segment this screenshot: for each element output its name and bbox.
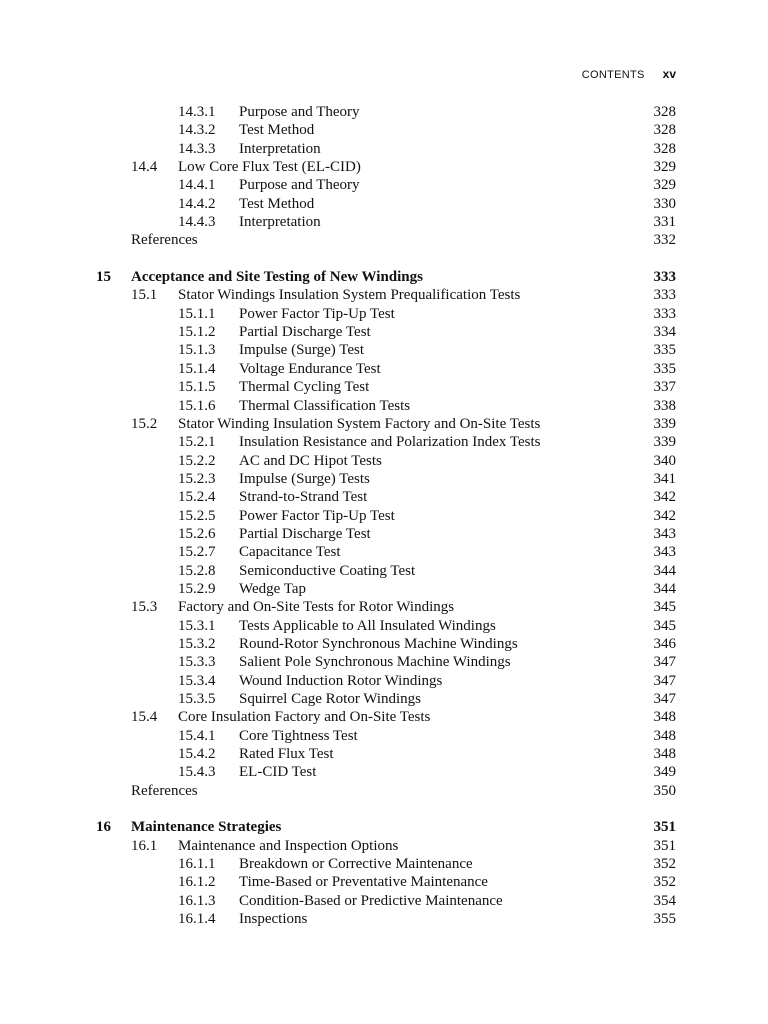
toc-entry-page: 333 bbox=[653, 287, 676, 304]
toc-entry-chapter[interactable] bbox=[0, 268, 768, 286]
toc-entry-subsection[interactable] bbox=[0, 543, 768, 561]
toc-entry-title: Interpretation bbox=[239, 214, 321, 231]
toc-entry-page: 338 bbox=[653, 397, 676, 414]
toc-entry-page: 328 bbox=[653, 140, 676, 157]
toc-entry-subsection[interactable] bbox=[0, 140, 768, 158]
toc-entry-title: Impulse (Surge) Tests bbox=[239, 470, 370, 487]
toc-entry-number: 15.4.3 bbox=[178, 764, 216, 781]
toc-entry-number: 15.2.2 bbox=[178, 452, 216, 469]
toc-entry-title: Wound Induction Rotor Windings bbox=[239, 672, 443, 689]
toc-entry-title: Partial Discharge Test bbox=[239, 525, 371, 542]
toc-entry-page: 343 bbox=[653, 544, 676, 561]
toc-entry-number: 14.3.3 bbox=[178, 140, 216, 157]
toc-entry-title: Acceptance and Site Testing of New Windings bbox=[131, 269, 423, 286]
toc-entry-page: 335 bbox=[653, 342, 676, 359]
toc-entry-page: 330 bbox=[653, 195, 676, 212]
toc-entry-number: 15.2.5 bbox=[178, 507, 216, 524]
toc-entry-title: Strand-to-Strand Test bbox=[239, 489, 368, 506]
toc-entry-title: Squirrel Cage Rotor Windings bbox=[239, 691, 422, 707]
toc-entry-subsection[interactable] bbox=[0, 855, 768, 873]
toc-entry-page: 339 bbox=[653, 415, 676, 432]
toc-entry-subsection[interactable] bbox=[0, 195, 768, 213]
toc-entry-number: 15.1.5 bbox=[178, 379, 216, 396]
toc-entry-page: 351 bbox=[653, 819, 676, 836]
toc-entry-subsection[interactable] bbox=[0, 323, 768, 341]
toc-entry-page: 333 bbox=[653, 269, 676, 286]
toc-entry-title: Purpose and Theory bbox=[239, 104, 360, 120]
toc-entry-page: 352 bbox=[653, 856, 676, 873]
toc-entry-page: 349 bbox=[653, 764, 676, 781]
toc-entry-page: 348 bbox=[653, 746, 676, 763]
toc-entry-section[interactable] bbox=[0, 286, 768, 304]
toc-entry-number: 15.2.4 bbox=[178, 489, 216, 506]
toc-entry-number: 16.1.4 bbox=[178, 911, 216, 928]
toc-entry-page: 345 bbox=[653, 599, 676, 616]
toc-entry-refs[interactable] bbox=[0, 231, 768, 249]
toc-entry-number: 15.3 bbox=[131, 599, 158, 616]
toc-entry-number: 15.1 bbox=[131, 287, 158, 304]
toc-entry-number: 15.3.3 bbox=[178, 654, 216, 671]
toc-entry-page: 350 bbox=[653, 782, 676, 799]
toc-entry-number: 16 bbox=[96, 819, 111, 836]
toc-entry-number: 15.4 bbox=[131, 709, 158, 726]
toc-entry-title: Core Insulation Factory and On-Site Tests bbox=[178, 709, 431, 726]
toc-entry-subsection[interactable] bbox=[0, 121, 768, 139]
toc-entry-number: 14.3.2 bbox=[178, 122, 216, 139]
toc-entry-page: 345 bbox=[653, 617, 676, 634]
toc-entry-subsection[interactable] bbox=[0, 433, 768, 451]
toc-entry-page: 341 bbox=[653, 470, 676, 487]
toc-entry-title: Partial Discharge Test bbox=[239, 324, 371, 341]
toc-entry-number: 15.2 bbox=[131, 415, 158, 432]
toc-entry-title: Tests Applicable to All Insulated Windings bbox=[239, 617, 496, 634]
toc-entry-title: Stator Winding Insulation System Factory and On-Site Tests bbox=[178, 415, 541, 432]
toc-entry-number: 15.2.3 bbox=[178, 470, 216, 487]
toc-entry-subsection[interactable] bbox=[0, 617, 768, 635]
toc-entry-title: EL-CID Test bbox=[239, 764, 317, 781]
toc-entry-subsection[interactable] bbox=[0, 341, 768, 359]
toc-entry-subsection[interactable] bbox=[0, 763, 768, 781]
toc-entry-section[interactable] bbox=[0, 837, 768, 855]
toc-entry-page: 347 bbox=[653, 691, 676, 707]
toc-entry-title: Impulse (Surge) Test bbox=[239, 342, 365, 359]
toc-entry-title: Factory and On-Site Tests for Rotor Windings bbox=[178, 599, 455, 616]
toc-entry-subsection[interactable] bbox=[0, 507, 768, 525]
toc-entry-section[interactable] bbox=[0, 415, 768, 433]
toc-entry-section[interactable] bbox=[0, 598, 768, 616]
toc-entry-title: Wedge Tap bbox=[239, 580, 307, 597]
toc-entry-number: 15.3.1 bbox=[178, 617, 216, 634]
toc-entry-title: AC and DC Hipot Tests bbox=[239, 452, 382, 469]
toc-entry-number: 14.4.3 bbox=[178, 214, 216, 231]
toc-entry-number: 15.1.1 bbox=[178, 305, 216, 322]
toc-entry-page: 334 bbox=[653, 324, 676, 341]
page-header bbox=[582, 67, 676, 85]
toc-entry-title: Stator Windings Insulation System Prequalification Tests bbox=[178, 287, 521, 304]
toc-entry-subsection[interactable] bbox=[0, 580, 768, 598]
toc-entry-number: 16.1.1 bbox=[178, 856, 216, 873]
toc-entry-page: 342 bbox=[653, 489, 676, 506]
toc-entry-number: 15.1.3 bbox=[178, 342, 216, 359]
toc-entry-number: 15.3.5 bbox=[178, 691, 216, 707]
toc-entry-page: 329 bbox=[653, 159, 676, 176]
toc-entry-number: 15.2.9 bbox=[178, 580, 216, 597]
toc-entry-page: 346 bbox=[653, 635, 676, 652]
toc-entry-subsection[interactable] bbox=[0, 562, 768, 580]
toc-entry-page: 355 bbox=[653, 911, 676, 928]
toc-entry-title: Test Method bbox=[239, 122, 315, 139]
toc-entry-subsection[interactable] bbox=[0, 690, 768, 708]
toc-entry-page: 352 bbox=[653, 874, 676, 891]
toc-entry-page: 342 bbox=[653, 507, 676, 524]
toc-entry-page: 343 bbox=[653, 525, 676, 542]
toc-entry-title: Voltage Endurance Test bbox=[239, 360, 381, 377]
toc-entry-title: Interpretation bbox=[239, 140, 321, 157]
toc-entry-page: 344 bbox=[653, 562, 676, 579]
toc-entry-title: Thermal Classification Tests bbox=[239, 397, 411, 414]
toc-spacer bbox=[0, 250, 768, 268]
toc-entry-title: Semiconductive Coating Test bbox=[239, 562, 416, 579]
toc-entry-title: Purpose and Theory bbox=[239, 177, 360, 194]
toc-entry-page: 333 bbox=[653, 305, 676, 322]
page-number: xv bbox=[662, 67, 676, 81]
toc-entry-page: 344 bbox=[653, 580, 676, 597]
toc-entry-number: 15.1.2 bbox=[178, 324, 216, 341]
toc-entry-page: 347 bbox=[653, 672, 676, 689]
toc-entry-subsection[interactable] bbox=[0, 892, 768, 910]
toc-entry-number: 16.1.3 bbox=[178, 892, 216, 909]
toc-entry-title: Condition-Based or Predictive Maintenance bbox=[239, 892, 503, 909]
toc-entry-subsection[interactable] bbox=[0, 305, 768, 323]
toc-entry-subsection[interactable] bbox=[0, 525, 768, 543]
toc-entry-number: 15.4.2 bbox=[178, 746, 216, 763]
toc-entry-page: 340 bbox=[653, 452, 676, 469]
toc-entry-title: Thermal Cycling Test bbox=[239, 379, 370, 396]
toc-entry-subsection[interactable] bbox=[0, 873, 768, 891]
toc-entry-page: 348 bbox=[653, 709, 676, 726]
toc-entry-subsection[interactable] bbox=[0, 635, 768, 653]
toc-entry-section[interactable] bbox=[0, 158, 768, 176]
running-head: CONTENTS bbox=[581, 69, 645, 81]
toc-entry-number: 16.1 bbox=[131, 837, 158, 854]
toc-entry-title: Maintenance and Inspection Options bbox=[178, 837, 399, 854]
toc-entry-title: Test Method bbox=[239, 195, 315, 212]
table-of-contents bbox=[0, 103, 768, 928]
toc-entry-number: 15.2.1 bbox=[178, 434, 216, 451]
toc-entry-subsection[interactable] bbox=[0, 653, 768, 671]
toc-entry-number: 14.4.1 bbox=[178, 177, 216, 194]
toc-entry-page: 329 bbox=[653, 177, 676, 194]
toc-entry-number: 15 bbox=[96, 269, 111, 286]
toc-entry-page: 351 bbox=[653, 837, 676, 854]
toc-entry-title: Salient Pole Synchronous Machine Windings bbox=[239, 654, 511, 671]
toc-entry-title: Inspections bbox=[239, 911, 308, 928]
toc-entry-number: 15.1.4 bbox=[178, 360, 216, 377]
toc-entry-page: 335 bbox=[653, 360, 676, 377]
toc-entry-subsection[interactable] bbox=[0, 452, 768, 470]
toc-entry-number: 16.1.2 bbox=[178, 874, 216, 891]
toc-entry-page: 328 bbox=[653, 122, 676, 139]
toc-entry-number: 14.4 bbox=[131, 159, 158, 176]
toc-entry-number: 15.4.1 bbox=[178, 727, 216, 744]
toc-entry-title: References bbox=[131, 232, 198, 249]
toc-entry-page: 339 bbox=[653, 434, 676, 451]
toc-entry-title: References bbox=[131, 782, 198, 799]
toc-entry-title: Time-Based or Preventative Maintenance bbox=[239, 874, 488, 891]
toc-entry-page: 348 bbox=[653, 727, 676, 744]
toc-entry-subsection[interactable] bbox=[0, 745, 768, 763]
toc-entry-number: 15.2.7 bbox=[178, 544, 216, 561]
toc-entry-number: 14.4.2 bbox=[178, 195, 216, 212]
toc-entry-page: 328 bbox=[653, 104, 676, 120]
toc-entry-number: 14.3.1 bbox=[178, 104, 216, 120]
toc-entry-subsection[interactable] bbox=[0, 672, 768, 690]
toc-entry-title: Maintenance Strategies bbox=[131, 819, 282, 836]
toc-entry-title: Breakdown or Corrective Maintenance bbox=[239, 856, 473, 873]
toc-entry-title: Round-Rotor Synchronous Machine Windings bbox=[239, 635, 518, 652]
toc-entry-number: 15.3.4 bbox=[178, 672, 216, 689]
toc-entry-page: 331 bbox=[653, 214, 676, 231]
toc-entry-title: Low Core Flux Test (EL-CID) bbox=[178, 159, 361, 176]
toc-entry-page: 337 bbox=[653, 379, 676, 396]
toc-entry-page: 347 bbox=[653, 654, 676, 671]
toc-entry-section[interactable] bbox=[0, 708, 768, 726]
toc-entry-title: Power Factor Tip-Up Test bbox=[239, 305, 395, 322]
toc-entry-title: Insulation Resistance and Polarization Index Tests bbox=[239, 434, 541, 451]
toc-entry-subsection[interactable] bbox=[0, 910, 768, 928]
toc-entry-number: 15.2.6 bbox=[178, 525, 216, 542]
toc-entry-subsection[interactable] bbox=[0, 378, 768, 396]
toc-entry-title: Rated Flux Test bbox=[239, 746, 334, 763]
toc-entry-subsection[interactable] bbox=[0, 213, 768, 231]
toc-entry-number: 15.2.8 bbox=[178, 562, 216, 579]
toc-entry-title: Power Factor Tip-Up Test bbox=[239, 507, 395, 524]
toc-entry-subsection[interactable] bbox=[0, 103, 768, 121]
toc-entry-page: 332 bbox=[653, 232, 676, 249]
toc-entry-page: 354 bbox=[653, 892, 676, 909]
toc-entry-title: Capacitance Test bbox=[239, 544, 341, 561]
toc-entry-subsection[interactable] bbox=[0, 488, 768, 506]
toc-entry-subsection[interactable] bbox=[0, 727, 768, 745]
toc-entry-subsection[interactable] bbox=[0, 360, 768, 378]
toc-entry-number: 15.3.2 bbox=[178, 635, 216, 652]
toc-entry-subsection[interactable] bbox=[0, 176, 768, 194]
toc-entry-refs[interactable] bbox=[0, 782, 768, 800]
toc-entry-subsection[interactable] bbox=[0, 470, 768, 488]
toc-spacer bbox=[0, 800, 768, 818]
toc-entry-subsection[interactable] bbox=[0, 397, 768, 415]
toc-entry-number: 15.1.6 bbox=[178, 397, 216, 414]
toc-entry-chapter[interactable] bbox=[0, 818, 768, 836]
toc-entry-title: Core Tightness Test bbox=[239, 727, 358, 744]
